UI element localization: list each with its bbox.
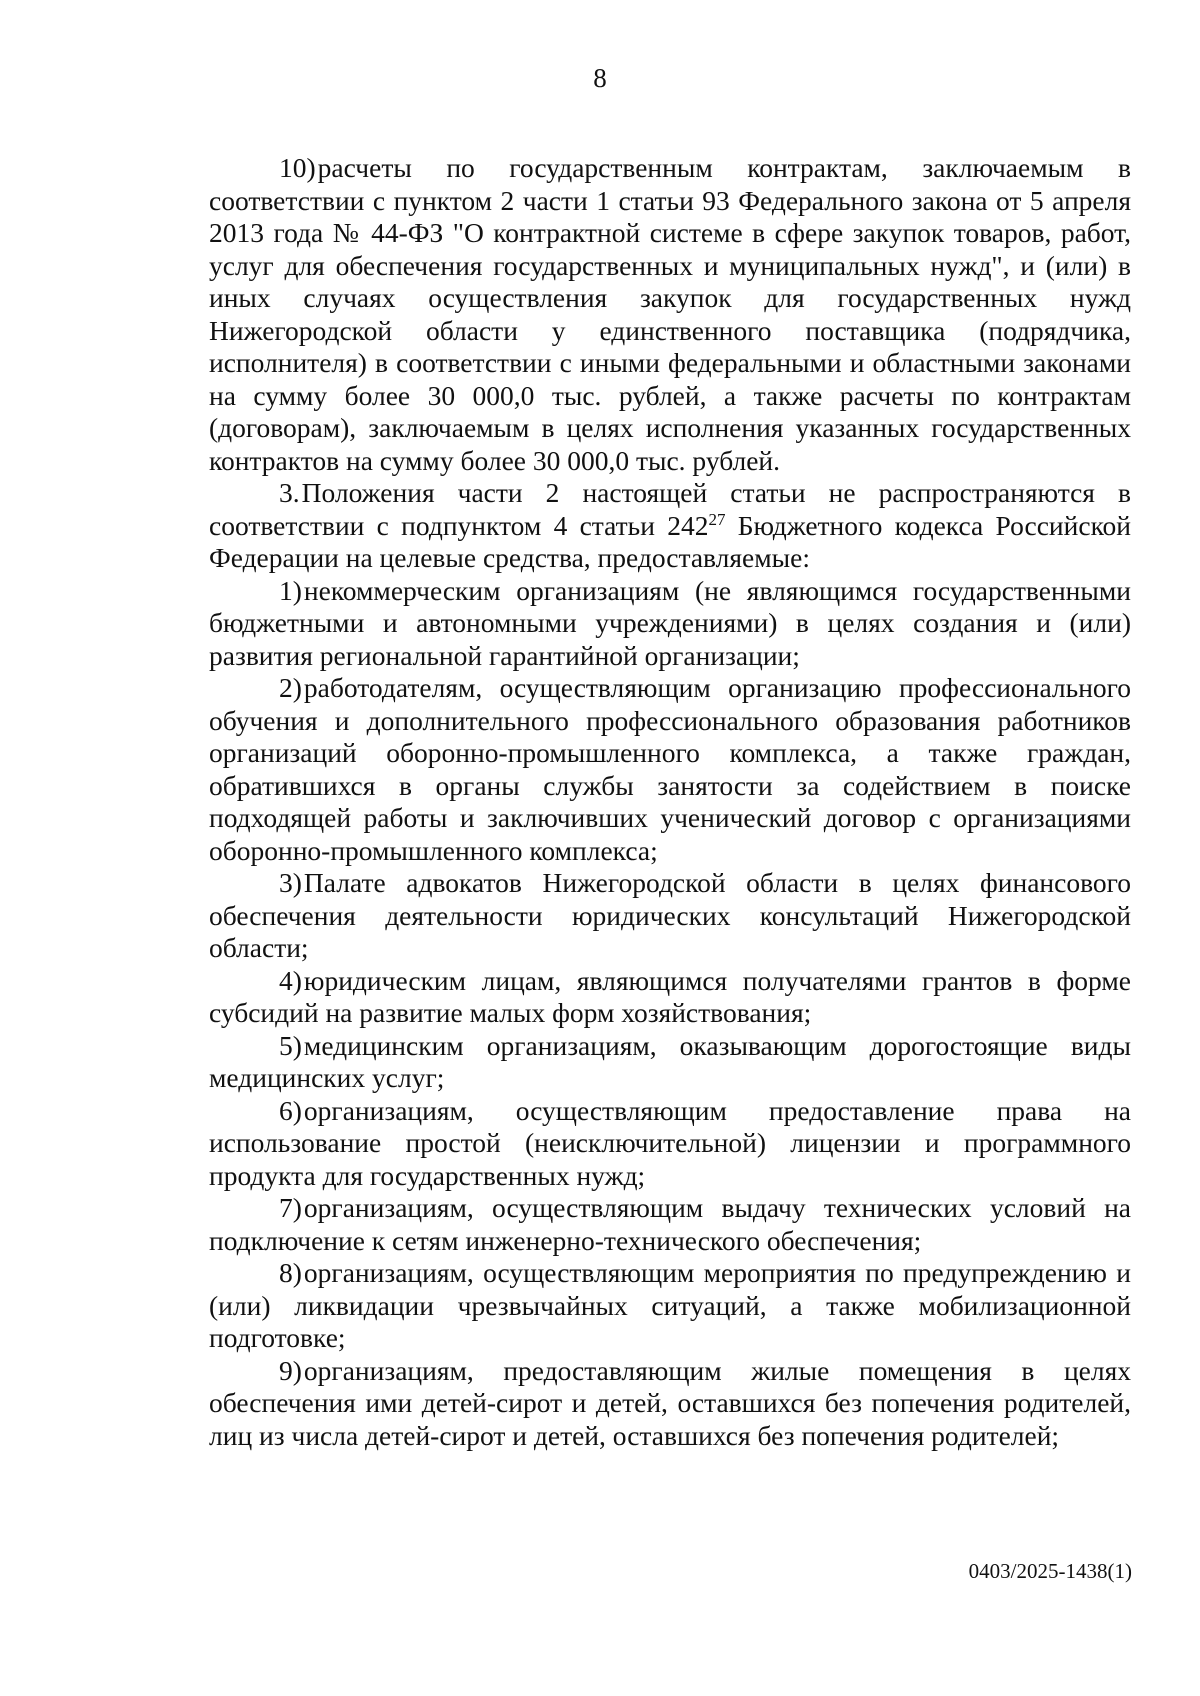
item-text: организациям, осуществляющим мероприятия по предупреждению и (или) ликвидации чрезвычайных ситуаций, а также мобилизационной подготовке; (209, 1257, 1131, 1353)
paragraph-item-4 (209, 965, 1131, 1030)
item-text: организациям, осуществляющим предоставление права на использование простой (неисключительной) лицензии и программного продукта для государственных нужд; (209, 1094, 1131, 1191)
item-number: 8) (279, 1257, 302, 1288)
item-number: 5) (279, 1029, 302, 1061)
part-number: 3. (279, 477, 300, 508)
paragraph-item-9 (209, 1355, 1131, 1453)
item-text: медицинским организациям, оказывающим дорогостоящие виды медицинских услуг; (209, 1029, 1131, 1093)
part-text-continued: Бюджетного кодекса Российской Федерации на целевые средства, предоставляемые: (209, 509, 1132, 573)
paragraph-item-1 (209, 575, 1131, 673)
item-text: работодателям, осуществляющим организацию профессионального обучения и дополнительного профессионального образования работников организаций оборонно-промышленного комплекса, а также граждан, обратившихся в органы службы занятости за содействием в поиске подходящей работы и заключивших ученический договор с организациями оборонно-промышленного комплекса; (209, 672, 1131, 866)
paragraph-item-3 (209, 867, 1131, 965)
item-number: 2) (279, 672, 302, 703)
item-text: юридическим лицам, являющимся получателями грантов в форме субсидий на развитие малых форм хозяйствования; (209, 964, 1131, 1028)
paragraph-item-6 (209, 1095, 1131, 1193)
item-text: организациям, предоставляющим жилые помещения в целях обеспечения ими детей-сирот и детей, оставшихся без попечения родителей, лиц из числа детей-сирот и детей, оставшихся без попечения родителей; (209, 1354, 1131, 1451)
page-number: 8 (593, 63, 607, 93)
item-text: расчеты по государственным контрактам, заключаемым в соответствии с пунктом 2 части 1 статьи 93 Федерального закона от 5 апреля 2013 года № 44-ФЗ "О контрактной системе в сфере закупок товаров, работ, услуг для обеспечения государственных и муниципальных нужд", и (или) в иных случаях осуществления закупок для государственных нужд Нижегородской области у единственного поставщика (подрядчика, исполнителя) в соответствии с иными федеральными и областными законами на сумму более 30 000,0 тыс. рублей, а также расчеты по контрактам (договорам), заключаемым в целях исполнения указанных государственных контрактов на сумму более 30 000,0 тыс. рублей. (209, 152, 1131, 476)
item-number: 1) (279, 574, 302, 606)
paragraph-item-8 (209, 1257, 1131, 1355)
item-number: 6) (279, 1094, 302, 1126)
item-text: организациям, осуществляющим выдачу технических условий на подключение к сетям инженерно-технического обеспечения; (209, 1192, 1131, 1256)
paragraph-item-5 (209, 1030, 1131, 1095)
item-number: 7) (279, 1192, 302, 1223)
paragraph-item-7 (209, 1192, 1131, 1257)
part-text: Положения части 2 настоящей статьи не распространяются в соответствии с подпунктом 4 статьи 242 (209, 477, 1131, 541)
item-text: некоммерческим организациям (не являющимся государственными бюджетными и автономными учреждениями) в целях создания и (или) развития региональной гарантийной организации; (209, 574, 1131, 671)
item-number: 4) (279, 964, 302, 996)
document-registration-code: 0403/2025-1438(1) (968, 1559, 1132, 1583)
paragraph-item-10 (209, 152, 1131, 477)
item-number: 9) (279, 1354, 302, 1386)
document-body (209, 152, 1131, 1452)
item-number: 10) (279, 152, 316, 183)
article-superscript: 27 (708, 509, 726, 529)
paragraph-item-2 (209, 672, 1131, 867)
item-text: Палате адвокатов Нижегородской области в целях финансового обеспечения деятельности юридических консультаций Нижегородской области; (209, 867, 1131, 963)
paragraph-part-3 (209, 477, 1131, 575)
item-number: 3) (279, 867, 302, 898)
